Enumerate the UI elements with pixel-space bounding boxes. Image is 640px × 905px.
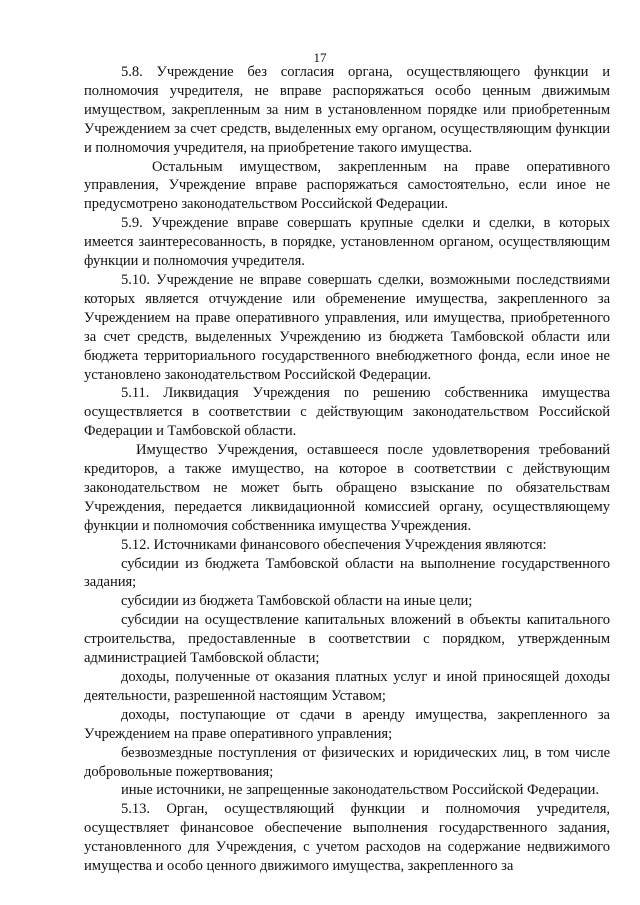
paragraph-5-8: 5.8. Учреждение без согласия органа, осуществляющего функции и полномочия учредителя, не вправе распоряжаться особо ценным движимым имуществом, закрепленным за ним в установленном порядке или приобретенным Учреждением за счет средств, выделенных ему органом, осуществляющим функции и полномочия учредителя, на приобретение такого имущества.: [84, 64, 610, 156]
paragraph-5-11-continued: Имущество Учреждения, оставшееся после удовлетворения требований кредиторов, а также имущество, на которое в соответствии с действующим законодательством не может быть обращено взыскание по обязательствам Учреждения, передается ликвидационной комиссией органу, осуществляющему функции и полномочия собственника имущества Учреждения.: [84, 442, 610, 534]
page-number: 17: [313, 50, 327, 65]
funding-source-item: доходы, поступающие от сдачи в аренду имущества, закрепленного за Учреждением на праве оперативного управления;: [84, 706, 610, 742]
document-body: [84, 63, 610, 876]
funding-source-item: безвозмездные поступления от физических и юридических лиц, в том числе добровольные пожертвования;: [84, 744, 610, 780]
paragraph-5-12: 5.12. Источниками финансового обеспечения Учреждения являются:: [121, 536, 547, 553]
paragraph-5-8-continued: Остальным имуществом, закрепленным на праве оперативного управления, Учреждение вправе распоряжаться самостоятельно, если иное не предусмотрено законодательством Российской Федерации.: [84, 158, 610, 213]
funding-source-item: доходы, полученные от оказания платных услуг и иной приносящей доходы деятельности, разрешенной настоящим Уставом;: [84, 669, 610, 704]
paragraph-5-9: 5.9. Учреждение вправе совершать крупные сделки и сделки, в которых имеется заинтересованность, в порядке, установленном органом, осуществляющим функции и полномочия учредителя.: [84, 215, 610, 270]
funding-source-item: иные источники, не запрещенные законодательством Российской Федерации.: [121, 782, 600, 799]
paragraph-5-11: 5.11. Ликвидация Учреждения по решению собственника имущества осуществляется в соответствии с действующим законодательством Российской Федерации и Тамбовской области.: [84, 385, 610, 440]
paragraph-5-13: 5.13. Орган, осуществляющий функции и полномочия учредителя, осуществляет финансовое обеспечение выполнения государственного задания, установленного для Учреждения, с учетом расходов на содержание недвижимого имущества и особо ценного движимого имущества, закрепленного за: [84, 801, 610, 875]
paragraph-5-10: 5.10. Учреждение не вправе совершать сделки, возможными последствиями которых является отчуждение или обременение имущества, закрепленного за Учреждением на праве оперативного управления, или имущества, приобретенного за счет средств, выделенных Учреждению из бюджета Тамбовской области или бюджета территориального государственного внебюджетного фонда, если иное не установлено законодательством Российской Федерации.: [84, 271, 610, 383]
funding-source-item: субсидии из бюджета Тамбовской области на иные цели;: [121, 593, 473, 610]
funding-source-item: субсидии на осуществление капитальных вложений в объекты капитального строительства, предоставленные в соответствии с порядком, утвержденным администрацией Тамбовской области;: [84, 612, 610, 667]
funding-source-item: субсидии из бюджета Тамбовской области на выполнение государственного задания;: [84, 555, 610, 591]
